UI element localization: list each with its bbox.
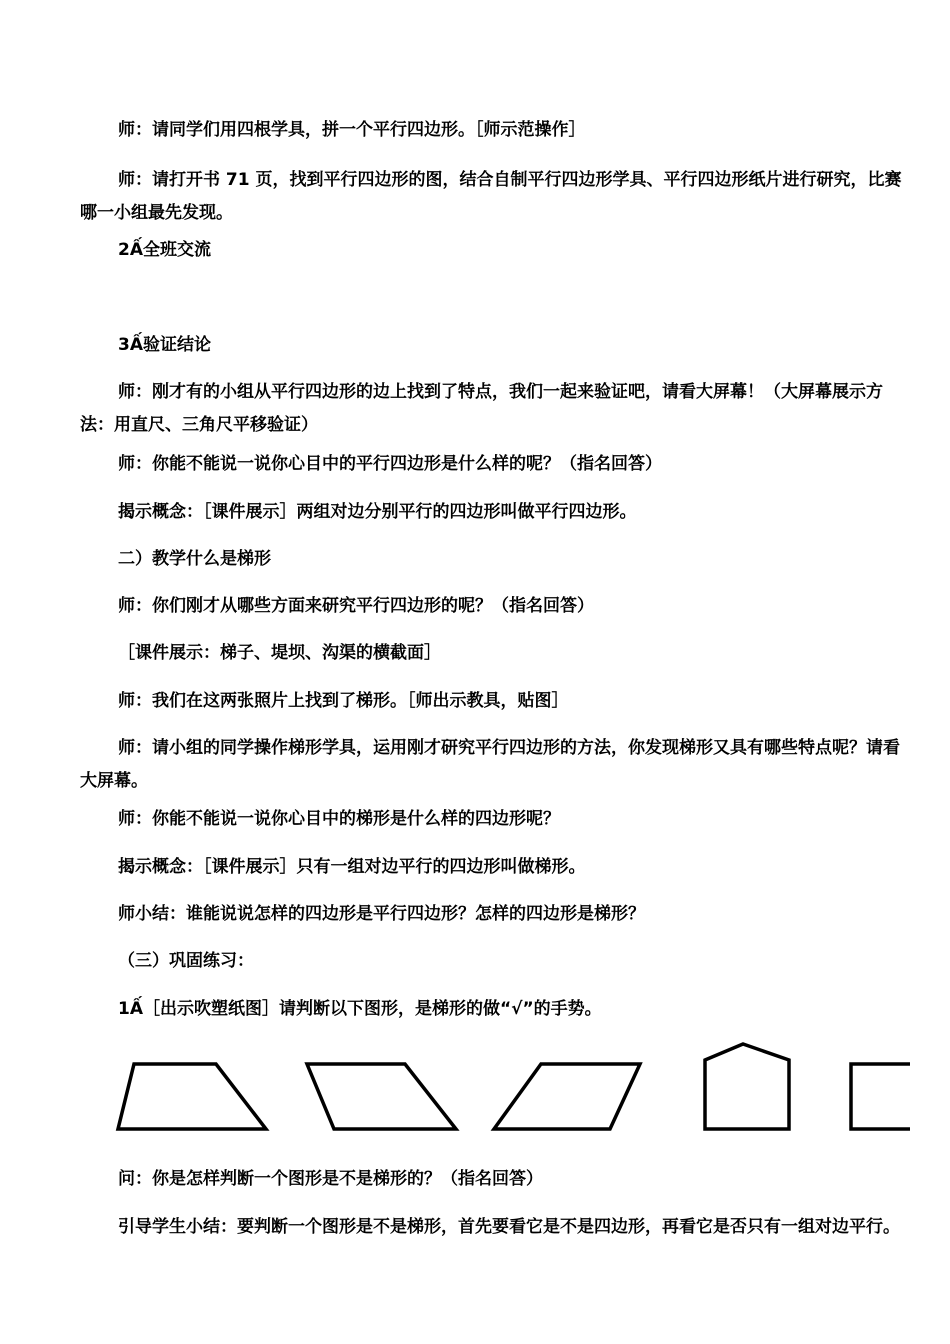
section-heading-2: 2Ấ全班交流 <box>118 240 211 260</box>
paragraph-9: 师：你能不能说一说你心目中的梯形是什么样的四边形呢？ <box>118 809 560 829</box>
paragraph-6: ［课件展示：梯子、堤坝、沟渠的横截面］ <box>118 643 441 663</box>
pentagon-house-shape <box>705 1044 789 1129</box>
trapezoid-left-slant-shape <box>307 1064 456 1129</box>
exercise-shapes-row <box>80 1030 910 1150</box>
section-heading-trapezoid: 二）教学什么是梯形 <box>118 549 271 569</box>
concept-parallelogram: 揭示概念：［课件展示］两组对边分别平行的四边形叫做平行四边形。 <box>118 502 637 522</box>
paragraph-7: 师：我们在这两张照片上找到了梯形。［师出示教具，贴图］ <box>118 691 569 711</box>
paragraph-8: 师：请小组的同学操作梯形学具，运用刚才研究平行四边形的方法，你发现梯形又具有哪些特点呢？请看大屏幕。 <box>80 738 900 791</box>
student-summary: 引导学生小结：要判断一个图形是不是梯形，首先要看它是不是四边形，再看它是否只有一组对边平行。 <box>118 1217 900 1237</box>
paragraph-5: 师：你们刚才从哪些方面来研究平行四边形的呢？（指名回答） <box>118 596 594 616</box>
square-partial-shape <box>851 1064 910 1129</box>
section-heading-3: 3Ấ验证结论 <box>118 335 211 355</box>
section-heading-practice: （三）巩固练习： <box>118 951 254 971</box>
exercise-1: 1Ấ［出示吹塑纸图］请判断以下图形，是梯形的做“√”的手势。 <box>118 999 602 1019</box>
shapes-svg <box>80 1030 910 1150</box>
question-paragraph: 问：你是怎样判断一个图形是不是梯形的？（指名回答） <box>118 1169 543 1189</box>
paragraph-1: 师：请同学们用四根学具，拼一个平行四边形。［师示范操作］ <box>118 120 586 140</box>
parallelogram-shape <box>494 1064 640 1129</box>
paragraph-3: 师：刚才有的小组从平行四边形的边上找到了特点，我们一起来验证吧，请看大屏幕！（大屏幕展示方法：用直尺、三角尺平移验证） <box>80 382 883 435</box>
trapezoid-right-slant-shape <box>118 1064 266 1129</box>
concept-trapezoid: 揭示概念：［课件展示］只有一组对边平行的四边形叫做梯形。 <box>118 857 586 877</box>
paragraph-2: 师：请打开书 71 页，找到平行四边形的图，结合自制平行四边形学具、平行四边形纸片进行研究，比赛哪一小组最先发现。 <box>80 170 902 223</box>
paragraph-4: 师：你能不能说一说你心目中的平行四边形是什么样的呢？（指名回答） <box>118 454 662 474</box>
teacher-summary: 师小结：谁能说说怎样的四边形是平行四边形？怎样的四边形是梯形？ <box>118 904 645 924</box>
